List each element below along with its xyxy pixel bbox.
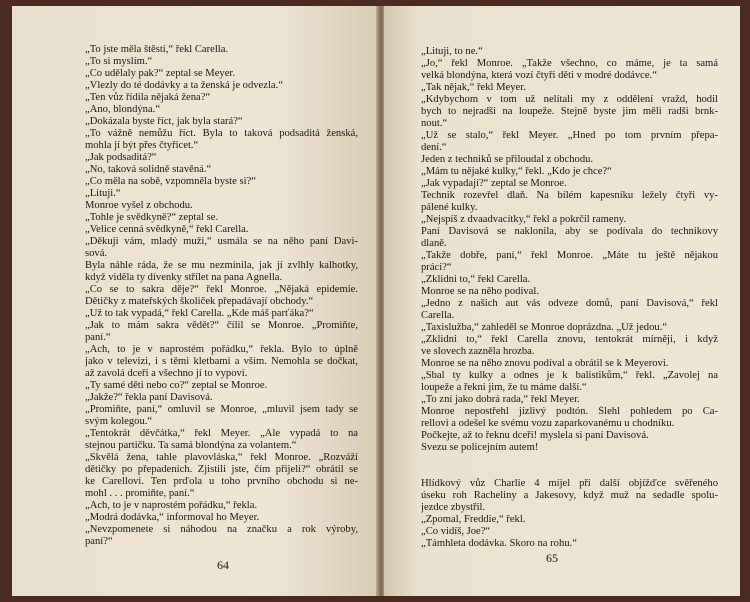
text-line: „No, taková solidně stavěná.“ — [85, 164, 212, 175]
section-break — [421, 454, 718, 466]
text-line: úseku roh Racheliny a Jakesovy, když muž na sedadle spolu- — [421, 490, 718, 501]
right-page — [384, 6, 740, 596]
text-line: „Jak to mám sakra vědět?“ čílil se Monroe. „Promiňte, — [85, 320, 358, 331]
text-line: „Ach, to je v naprostém pořádku,“ řekla. Bylo to úplně — [85, 344, 358, 355]
text-line: Svezu se policejním autem! — [421, 442, 539, 453]
text-line: jako v televizi, i s těmi kletbami a vším. Nemohla se dočkat, — [85, 356, 358, 367]
text-line: „Co vidíš, Joe?“ — [421, 526, 491, 537]
text-line: svým kolegou.“ — [85, 416, 153, 427]
text-line: „Kdybychom v tom už nelítali my z oddělení vražd, hodil — [421, 94, 718, 105]
text-line: „Co udělaly pak?“ zeptal se Meyer. — [85, 68, 236, 79]
text-line: „Lituji.“ — [85, 188, 121, 199]
page-number-left: 64 — [217, 558, 229, 572]
page-number-right: 65 — [546, 551, 558, 565]
text-line: „Zpomal, Freddie,“ řekl. — [421, 514, 526, 525]
text-line: „Sbal ty kulky a odnes je k balistikům,“ řekl. „Zavolej na — [421, 370, 718, 381]
text-line: „Dokázala byste říct, jak byla stará?“ — [85, 116, 243, 127]
text-line: rellovi a odešel ke svému vozu zaparkovanému u chodníku. — [421, 418, 675, 429]
text-line: když viděla ty dívenky střílet na pana Agnella. — [85, 272, 283, 283]
text-line: „To jste měla štěstí,“ řekl Carella. — [85, 44, 229, 55]
text-line: sová. — [85, 248, 108, 259]
text-line: „Ty samé děti nebo co?“ zeptal se Monroe. — [85, 380, 268, 391]
text-line: dětičky po přepadeních. Zjistili jste, čím přijeli?“ obrátil se — [85, 464, 358, 475]
text-line: „Támhleta dodávka. Skoro na rohu.“ — [421, 538, 577, 549]
text-line: „Jakže?“ řekla paní Davisová. — [85, 392, 213, 403]
text-line: „Jak podsaditá?“ — [85, 152, 157, 163]
text-line: „Jak vypadají?“ zeptal se Monroe. — [421, 178, 567, 189]
text-line: „Modrá dodávka,“ informoval ho Meyer. — [85, 512, 260, 523]
text-line: Byla náhle ráda, že se mu nezmínila, jak jí zvlhly kalhotky, — [85, 260, 358, 271]
text-line: „Taxislužba,“ zahleděl se Monroe doprázdna. „Už jedou.“ — [421, 322, 668, 333]
text-line: Carella. — [421, 310, 455, 321]
text-line: Počkejte, až to řeknu dceři! myslela si paní Davisová. — [421, 430, 649, 441]
text-line: „Mám tu nějaké kulky,“ řekl. „Kdo je chce?“ — [421, 166, 612, 177]
text-line: „Jo,“ řekl Monroe. „Takže všechno, co máme, je ta samá — [421, 58, 718, 69]
text-line: dlaně. — [421, 238, 447, 249]
text-line: mohl . . . promiňte, paní.“ — [85, 488, 195, 499]
text-line: „Vlezly do té dodávky a ta ženská je odvezla.“ — [85, 80, 283, 91]
text-line: pálené kulky. — [421, 202, 478, 213]
text-line: práci?“ — [421, 262, 452, 273]
text-line: „Zklidni to,“ řekl Carella znovu, tentokrát mírněji, i když — [421, 334, 718, 345]
text-line: velká blondýna, která vozí čtyři děti v modré dodávce.“ — [421, 70, 657, 81]
text-line: Monroe vyšel z obchodu. — [85, 200, 193, 211]
text-line: „Už to tak vypadá,“ řekl Carella. „Kde máš parťáka?“ — [85, 308, 314, 319]
text-line: „Promiňte, paní,“ omluvil se Monroe, „mluvil jsem tady se — [85, 404, 358, 415]
text-line: „Jedno z našich aut vás odveze domů, paní Davisová,“ řekl — [421, 298, 718, 309]
text-line: paní?“ — [85, 536, 113, 547]
text-line: „Zklidni to,“ řekl Carella. — [421, 274, 531, 285]
text-line: „Děkuji vám, mladý muži,“ usmála se na něho paní Davi- — [85, 236, 358, 247]
text-line: „Lituji, to ne.“ — [421, 46, 483, 57]
text-line: až zavolá dceři a všechno jí to vypoví. — [85, 368, 248, 379]
text-line: „Nevzpomenete si náhodou na značku a rok výroby, — [85, 524, 358, 535]
text-line: Dětičky z mateřských školiček přepadávají obchody.“ — [85, 296, 314, 307]
text-line: loupeže a řekni jim, že tu máme další.“ — [421, 382, 587, 393]
text-line: „Co měla na sobě, vzpomněla byste si?“ — [85, 176, 256, 187]
text-line: „Ten vůz řídila nějaká žena?“ — [85, 92, 211, 103]
text-line: ve slovech zazněla hrozba. — [421, 346, 535, 357]
right-page-text — [421, 46, 718, 550]
text-line: „To zní jako dobrá rada,“ řekl Meyer. — [421, 394, 580, 405]
text-line: Jeden z techniků se přiloudal z obchodu. — [421, 154, 594, 165]
text-line: „Už se stalo,“ řekl Meyer. „Hned po tom prvním přepa- — [421, 130, 718, 141]
text-line: „Tak nějak,“ řekl Meyer. — [421, 82, 526, 93]
text-line: Monroe nepostřehl jízlivý podtón. Šlehl pohledem po Ca- — [421, 406, 718, 417]
text-line: „Co se to sakra děje?“ řekl Monroe. „Nějaká epidemie. — [85, 284, 358, 295]
text-line: bych to nejradši na loupeže. Stejně byste jim měli radši brnk- — [421, 106, 718, 117]
text-line: mohla jí být přes čtyřicet.“ — [85, 140, 199, 151]
text-line: „Takže dobře, paní,“ řekl Monroe. „Máte tu ještě nějakou — [421, 250, 718, 261]
text-line: „Ach, to je v naprostém pořádku,“ řekla. — [85, 500, 258, 511]
text-line: Hlídkový vůz Charlie 4 míjel při další objížďce svěřeného — [421, 478, 718, 489]
text-line: „To si myslím.“ — [85, 56, 153, 67]
text-line: dení.“ — [421, 142, 447, 153]
section-break — [421, 466, 718, 478]
left-page-text — [85, 44, 358, 548]
text-line: ke Carellovi. Ten prďola u toho prvního obchodu si ne- — [85, 476, 358, 487]
text-line: jezdce zbystřil. — [421, 502, 486, 513]
text-line: „Tohle je svědkyně?“ zeptal se. — [85, 212, 219, 223]
text-line: „Skvělá žena, tahle plavovláska,“ řekl Monroe. „Rozváží — [85, 452, 358, 463]
text-line: Monroe se na něho znovu podíval a obrátil se k Meyerovi. — [421, 358, 669, 369]
text-line: „Tentokrát děvčátka,“ řekl Meyer. „Ale vypadá to na — [85, 428, 358, 439]
text-line: „Nejspíš z dvaadvacítky,“ řekl a pokrčil rameny. — [421, 214, 627, 225]
text-line: stejnou partičku. Ta samá blondýna za volantem.“ — [85, 440, 297, 451]
text-line: „To vážně nemůžu říct. Byla to taková podsaditá ženská, — [85, 128, 358, 139]
left-page — [12, 6, 378, 596]
text-line: „Velice cenná svědkyně,“ řekl Carella. — [85, 224, 249, 235]
text-line: nout.“ — [421, 118, 448, 129]
text-line: „Ano, blondýna.“ — [85, 104, 161, 115]
text-line: paní.“ — [85, 332, 111, 343]
text-line: Monroe se na něho podíval. — [421, 286, 539, 297]
text-line: Paní Davisová se naklonila, aby se podívala do technikovy — [421, 226, 718, 237]
text-line: Technik rozevřel dlaň. Na bílém kapesníku ležely čtyři vy- — [421, 190, 718, 201]
